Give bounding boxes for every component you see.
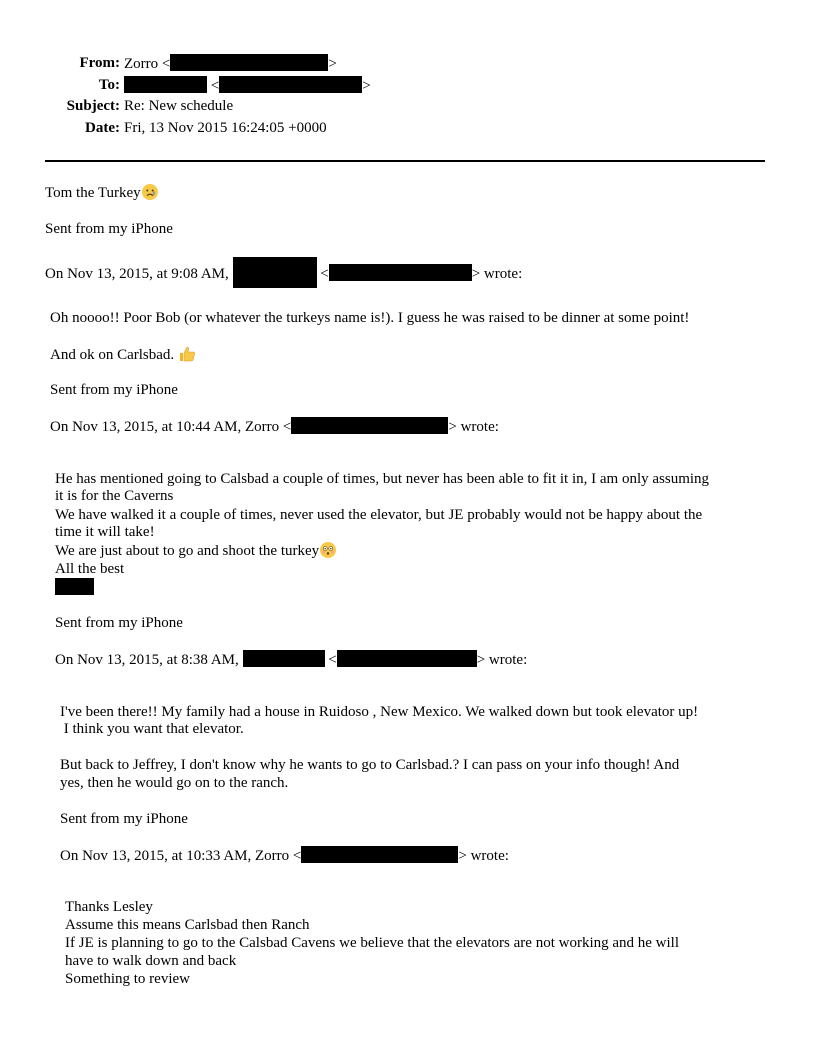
msg1-quote-prefix: On Nov 13, 2015, at 9:08 AM, [45, 266, 229, 282]
msg4-line4: yes, then he would go on to the ranch. [60, 775, 289, 791]
email-header [0, 54, 816, 140]
msg2-line2 [50, 345, 196, 368]
to-label: To: [98, 76, 120, 93]
msg3-line3: We have walked it a couple of times, never used the elevator, but JE probably would not be happy about the [55, 507, 703, 523]
msg2-quote-prefix: On Nov 13, 2015, at 10:44 AM, Zorro < [50, 419, 292, 435]
header-divider [45, 160, 765, 162]
msg3-line4: time it will take! [55, 524, 155, 540]
msg2-signature: Sent from my iPhone [50, 382, 178, 398]
msg3-quote-header [55, 650, 527, 669]
redacted-from-email [170, 54, 328, 71]
msg4-quote-suffix: > wrote: [458, 848, 509, 864]
flushed-face-icon [320, 542, 336, 558]
msg3-quote-open: < [328, 652, 337, 668]
subject-label: Subject: [66, 98, 120, 114]
msg3-line5-text: We are just about to go and shoot the turkey [55, 543, 320, 559]
subject-value: Re: New schedule [124, 98, 234, 114]
redacted-sender-name-2 [243, 650, 325, 667]
msg3-line6: All the best [55, 561, 125, 577]
msg1-quote-header [45, 257, 522, 288]
msg3-signature: Sent from my iPhone [55, 615, 183, 631]
msg3-quote-prefix: On Nov 13, 2015, at 8:38 AM, [55, 652, 239, 668]
redacted-zorro-email-2 [301, 846, 458, 863]
date-value: Fri, 13 Nov 2015 16:24:05 +0000 [124, 119, 327, 136]
msg3-line1: He has mentioned going to Calsbad a couple of times, but never has been able to fit it in, I am only assuming [55, 471, 710, 487]
to-open: < [210, 77, 220, 94]
to-row [0, 76, 816, 98]
msg5-line2: Assume this means Carlsbad then Ranch [65, 917, 310, 933]
thumbs-up-icon [178, 345, 196, 368]
redacted-to-email [219, 76, 362, 93]
msg4-line3: But back to Jeffrey, I don't know why he wants to go to Carlsbad.? I can pass on your info though! And [60, 757, 680, 773]
sad-face-icon [142, 184, 158, 200]
msg2-line1: Oh noooo!! Poor Bob (or whatever the turkeys name is!). I guess he was raised to be dinner at some point! [50, 310, 690, 326]
msg4-quote-prefix: On Nov 13, 2015, at 10:33 AM, Zorro < [60, 848, 302, 864]
subject-row [0, 97, 816, 119]
msg1-line [45, 184, 158, 202]
msg5-line1: Thanks Lesley [65, 899, 153, 915]
redacted-signature-name [55, 578, 94, 595]
msg1-quote-open: < [320, 266, 329, 282]
date-label: Date: [85, 119, 120, 136]
redacted-sender-email [329, 264, 472, 281]
from-name: Zorro < [124, 56, 171, 72]
from-label: From: [79, 55, 120, 71]
from-row [0, 54, 816, 76]
msg2-line2-text: And ok on Carlsbad. [50, 347, 175, 363]
msg5-line5: Something to review [65, 971, 190, 987]
msg1-signature: Sent from my iPhone [45, 221, 173, 237]
msg5-line3: If JE is planning to go to the Calsbad Cavens we believe that the elevators are not working and he will [65, 935, 680, 951]
msg1-text: Tom the Turkey [45, 185, 141, 201]
to-close: > [362, 77, 371, 94]
msg2-quote-suffix: > wrote: [448, 419, 499, 435]
msg1-quote-suffix: > wrote: [471, 266, 523, 282]
msg4-quote-header [60, 846, 509, 865]
redacted-to-name [124, 76, 207, 93]
redacted-sender-email-2 [337, 650, 477, 667]
msg3-line2: it is for the Caverns [55, 488, 174, 504]
msg3-line5 [55, 542, 336, 560]
date-row [0, 119, 816, 141]
msg4-line2: I think you want that elevator. [60, 721, 244, 737]
redacted-sender-name [233, 257, 317, 288]
redacted-zorro-email [291, 417, 448, 434]
msg3-quote-suffix: > wrote: [476, 652, 528, 668]
msg2-quote-header [50, 417, 499, 436]
msg4-line1: I've been there!! My family had a house in Ruidoso , New Mexico. We walked down but took elevator up! [60, 704, 699, 720]
msg5-line4: have to walk down and back [65, 953, 237, 969]
msg4-signature: Sent from my iPhone [60, 811, 188, 827]
from-close: > [328, 56, 337, 72]
